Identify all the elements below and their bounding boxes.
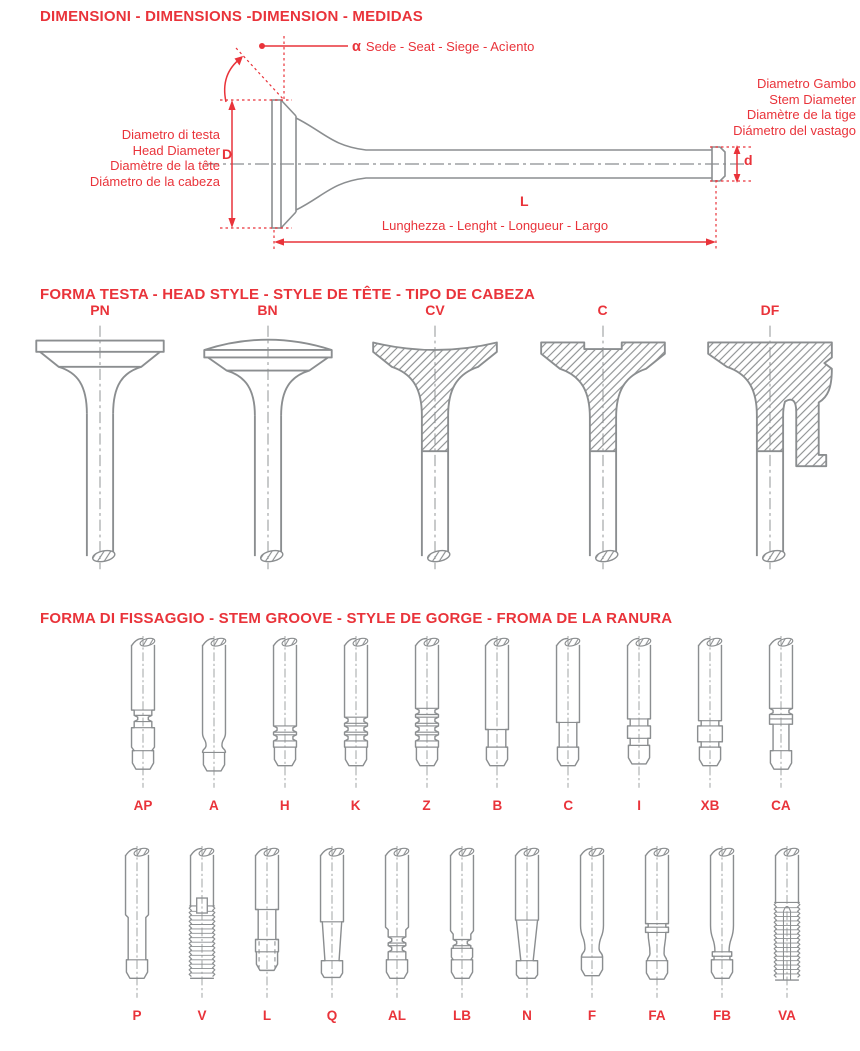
stem-groove-figure-I (608, 636, 670, 793)
head-style-label: BN (257, 302, 278, 318)
stem-groove-item-A (183, 636, 245, 813)
head-style-item-CV (360, 302, 510, 588)
stem-groove-figure-N (496, 846, 558, 1003)
stem-groove-label: V (197, 1008, 207, 1023)
length-label: Lunghezza - Lenght - Longueur - Largo (381, 218, 609, 233)
stem-groove-figure-FB (691, 846, 753, 1003)
stem-groove-figure-LB (431, 846, 493, 1003)
stem-groove-section-title: FORMA DI FISSAGGIO - STEM GROOVE - STYLE DE GORGE - FROMA DE LA RANURA (40, 610, 673, 627)
stem-groove-item-I (608, 636, 670, 813)
stem-groove-item-L (236, 846, 298, 1023)
alpha-symbol: α (352, 39, 361, 55)
stem-groove-item-B (466, 636, 528, 813)
stem-groove-item-AP (112, 636, 174, 813)
stem-groove-item-K (325, 636, 387, 813)
stem-groove-item-C (537, 636, 599, 813)
head-diameter-line-fr: Diamètre de la tête (110, 158, 220, 173)
l-right-arrowhead (706, 238, 716, 245)
stem-groove-figure-Q (301, 846, 363, 1003)
stem-groove-figure-C (537, 636, 599, 793)
head-style-figure-C (528, 320, 678, 588)
stem-groove-figure-V (171, 846, 233, 1003)
stem-groove-label: A (209, 798, 219, 813)
head-style-item-C (528, 302, 678, 588)
head-style-label: CV (425, 302, 445, 318)
stem-groove-label: Q (326, 1008, 338, 1023)
head-diameter-line-it: Diametro di testa (121, 127, 220, 142)
stem-groove-figure-L (236, 846, 298, 1003)
head-style-label: C (597, 302, 608, 318)
stem-groove-label: I (637, 798, 641, 813)
stem-diameter-symbol: d (744, 152, 753, 168)
stem-groove-label: B (492, 798, 503, 813)
stem-groove-item-CA (750, 636, 812, 813)
stem-groove-label: L (262, 1008, 272, 1023)
head-style-item-DF (695, 302, 845, 588)
head-style-figure-BN (193, 320, 343, 588)
stem-groove-label: H (279, 798, 290, 813)
head-style-item-BN (193, 302, 343, 588)
stem-groove-label: C (563, 798, 574, 813)
stem-diameter-label (656, 76, 856, 138)
stem-groove-figure-F (561, 846, 623, 1003)
d-top-arrowhead (228, 100, 235, 110)
stem-groove-figure-H (254, 636, 316, 793)
stem-groove-label: FA (648, 1008, 666, 1023)
stem-groove-label: VA (778, 1008, 796, 1023)
length-symbol: L (520, 193, 529, 209)
stem-groove-row-1 (112, 636, 812, 813)
head-diameter-symbol: D (222, 146, 233, 162)
head-diameter-label (40, 127, 220, 189)
stem-groove-item-F (561, 846, 623, 1023)
stem-groove-item-Q (301, 846, 363, 1023)
seat-angle-arc (225, 58, 241, 102)
stem-groove-label: FB (713, 1008, 731, 1023)
stem-diameter-line-fr: Diamètre de la tige (746, 107, 856, 122)
seat-label (352, 39, 534, 56)
stem-groove-item-VA (756, 846, 818, 1023)
stem-groove-figure-AL (366, 846, 428, 1003)
stem-groove-figure-A (183, 636, 245, 793)
stem-groove-label: P (132, 1008, 142, 1023)
stem-groove-item-FB (691, 846, 753, 1023)
head-style-figure-CV (360, 320, 510, 588)
stem-groove-figure-P (106, 846, 168, 1003)
stem-groove-label: AL (388, 1008, 406, 1023)
stem-groove-item-P (106, 846, 168, 1023)
stem-groove-item-LB (431, 846, 493, 1023)
stem-groove-figure-VA (756, 846, 818, 1003)
stem-groove-label: XB (700, 798, 720, 813)
stem-groove-row-2 (106, 846, 818, 1023)
stem-groove-figure-XB (679, 636, 741, 793)
stem-groove-figure-CA (750, 636, 812, 793)
head-style-item-PN (25, 302, 175, 588)
stem-groove-item-XB (679, 636, 741, 813)
head-style-row (25, 302, 845, 588)
stem-groove-label: LB (453, 1008, 471, 1023)
seat-angle-construction-line (236, 48, 284, 100)
stem-groove-figure-B (466, 636, 528, 793)
seat-arc-arrowhead (235, 56, 244, 66)
head-style-label: DF (760, 302, 780, 318)
stem-groove-item-H (254, 636, 316, 813)
stem-groove-item-V (171, 846, 233, 1023)
stem-groove-item-Z (396, 636, 458, 813)
stem-groove-figure-K (325, 636, 387, 793)
stem-groove-item-AL (366, 846, 428, 1023)
small-d-bottom-arrowhead (734, 174, 741, 183)
seat-leader-dot (259, 43, 265, 49)
stem-diameter-line-it: Diametro Gambo (757, 76, 856, 91)
head-style-figure-PN (25, 320, 175, 588)
stem-groove-figure-FA (626, 846, 688, 1003)
stem-groove-label: N (522, 1008, 532, 1023)
stem-groove-label: F (587, 1008, 597, 1023)
l-left-arrowhead (274, 238, 284, 245)
head-diameter-line-en: Head Diameter (132, 142, 220, 158)
dimensions-section-title: DIMENSIONI - DIMENSIONS -DIMENSION - MEDIDAS (40, 8, 423, 25)
d-bottom-arrowhead (228, 218, 235, 228)
stem-diameter-line-en: Stem Diameter (769, 91, 856, 107)
stem-groove-figure-Z (396, 636, 458, 793)
stem-diameter-line-es: Diámetro del vastago (733, 122, 856, 138)
head-style-label: PN (90, 302, 110, 318)
stem-groove-label: Z (422, 798, 431, 813)
stem-groove-item-N (496, 846, 558, 1023)
stem-groove-label: CA (771, 798, 791, 813)
stem-groove-figure-AP (112, 636, 174, 793)
stem-groove-label: AP (133, 798, 153, 813)
seat-label-text: Sede - Seat - Siege - Acìento (365, 39, 535, 54)
head-diameter-line-es: Diámetro de la cabeza (89, 173, 220, 189)
head-style-figure-DF (695, 320, 845, 588)
small-d-top-arrowhead (734, 145, 741, 154)
stem-groove-item-FA (626, 846, 688, 1023)
stem-groove-label: K (350, 798, 361, 813)
head-style-section-title: FORMA TESTA - HEAD STYLE - STYLE DE TÊTE - TIPO DE CABEZA (40, 286, 536, 303)
